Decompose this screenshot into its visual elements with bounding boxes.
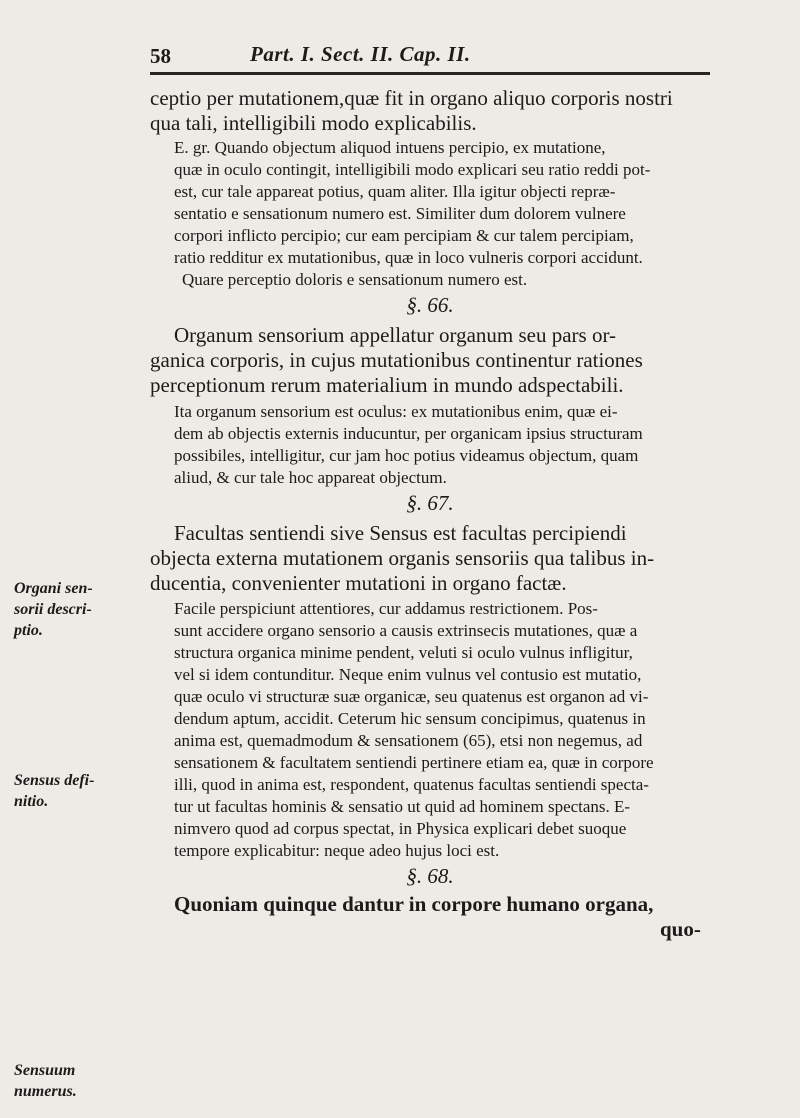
section-66: §. 66. <box>406 293 454 317</box>
text-line: sunt accidere organo sensorio a causis extrinsecis mutationes, quæ a <box>174 621 638 640</box>
running-head: Part. I. Sect. II. Cap. II. <box>250 42 471 66</box>
text-line: Quoniam quinque dantur in corpore humano organa, <box>174 892 654 916</box>
text-line: illi, quod in anima est, respondent, quatenus facultas sentiendi specta- <box>174 775 649 794</box>
text-line: ceptio per mutationem,quæ fit in organo aliquo corporis nostri <box>150 86 673 110</box>
text-line: Facile perspiciunt attentiores, cur addamus restrictionem. Pos- <box>174 599 598 618</box>
text-line: sentatio e sensationum numero est. Similiter dum dolorem vulnere <box>174 204 626 223</box>
text-line: qua tali, intelligibili modo explicabilis. <box>150 111 477 135</box>
section-68: §. 68. <box>406 864 454 888</box>
text-line: Facultas sentiendi sive Sensus est facultas percipiendi <box>174 521 627 545</box>
text-line: sensationem & facultatem sentiendi pertinere etiam ea, quæ in corpore <box>174 753 654 772</box>
margin-note-organi: Organi sen- sorii descri- ptio. <box>14 580 93 639</box>
text-line: quæ oculo vi structuræ suæ organicæ, seu quatenus est organon ad vi- <box>174 687 649 706</box>
margin-note-numerus: Sensuum numerus. <box>14 1062 77 1100</box>
text-line: anima est, quemadmodum & sensationem (65), etsi non negemus, ad <box>174 731 643 750</box>
text-line: objecta externa mutationem organis sensoriis qua talibus in- <box>150 546 655 570</box>
text-line: dendum aptum, accidit. Ceterum hic sensum concipimus, quatenus in <box>174 709 646 728</box>
text-line: E. gr. Quando objectum aliquod intuens percipio, ex mutatione, <box>174 138 606 157</box>
text-line: est, cur tale appareat potius, quam aliter. Illa igitur objecti repræ- <box>174 182 616 201</box>
text-line: vel si idem contunditur. Neque enim vulnus vel contusio est mutatio, <box>174 665 642 684</box>
page-number: 58 <box>150 44 171 68</box>
text-line: quæ in oculo contingit, intelligibili modo explicari seu ratio reddi pot- <box>174 160 651 179</box>
text-line: ratio redditur ex mutationibus, quæ in loco vulneris corpori accidunt. <box>174 248 643 267</box>
text-line: dem ab objectis externis inducuntur, per organicam ipsius structuram <box>174 424 643 443</box>
text-line: nimvero quod ad corpus spectat, in Physica explicari debet suoque <box>174 819 627 838</box>
catchword: quo- <box>660 917 701 941</box>
margin-note-sensus: Sensus defi- nitio. <box>14 772 95 810</box>
text-line: corpori inflicto percipio; cur eam percipiam & cur talem percipiam, <box>174 226 634 245</box>
page-header <box>150 42 710 82</box>
text-line: ducentia, convenienter mutationi in organo factæ. <box>150 571 567 595</box>
text-line: tur ut facultas hominis & sensatio ut quid ad hominem spectans. E- <box>174 797 631 816</box>
text-line: Organum sensorium appellatur organum seu pars or- <box>174 323 617 347</box>
text-line: Quare perceptio doloris e sensationum numero est. <box>182 270 528 289</box>
section-67: §. 67. <box>406 491 454 515</box>
text-line: possibiles, intelligitur, cur jam hoc potius videamus objectum, quam <box>174 446 639 465</box>
text-line: structura organica minime pendent, veluti si oculo vulnus infligitur, <box>174 643 633 662</box>
text-line: perceptionum rerum materialium in mundo adspectabili. <box>150 373 624 397</box>
text-line: ganica corporis, in cujus mutationibus continentur rationes <box>150 348 643 372</box>
header-rule <box>150 72 710 75</box>
text-line: Ita organum sensorium est oculus: ex mutationibus enim, quæ ei- <box>174 402 618 421</box>
text-line: aliud, & cur tale hoc appareat objectum. <box>174 468 447 487</box>
text-line: tempore explicabitur: neque adeo hujus loci est. <box>174 841 500 860</box>
